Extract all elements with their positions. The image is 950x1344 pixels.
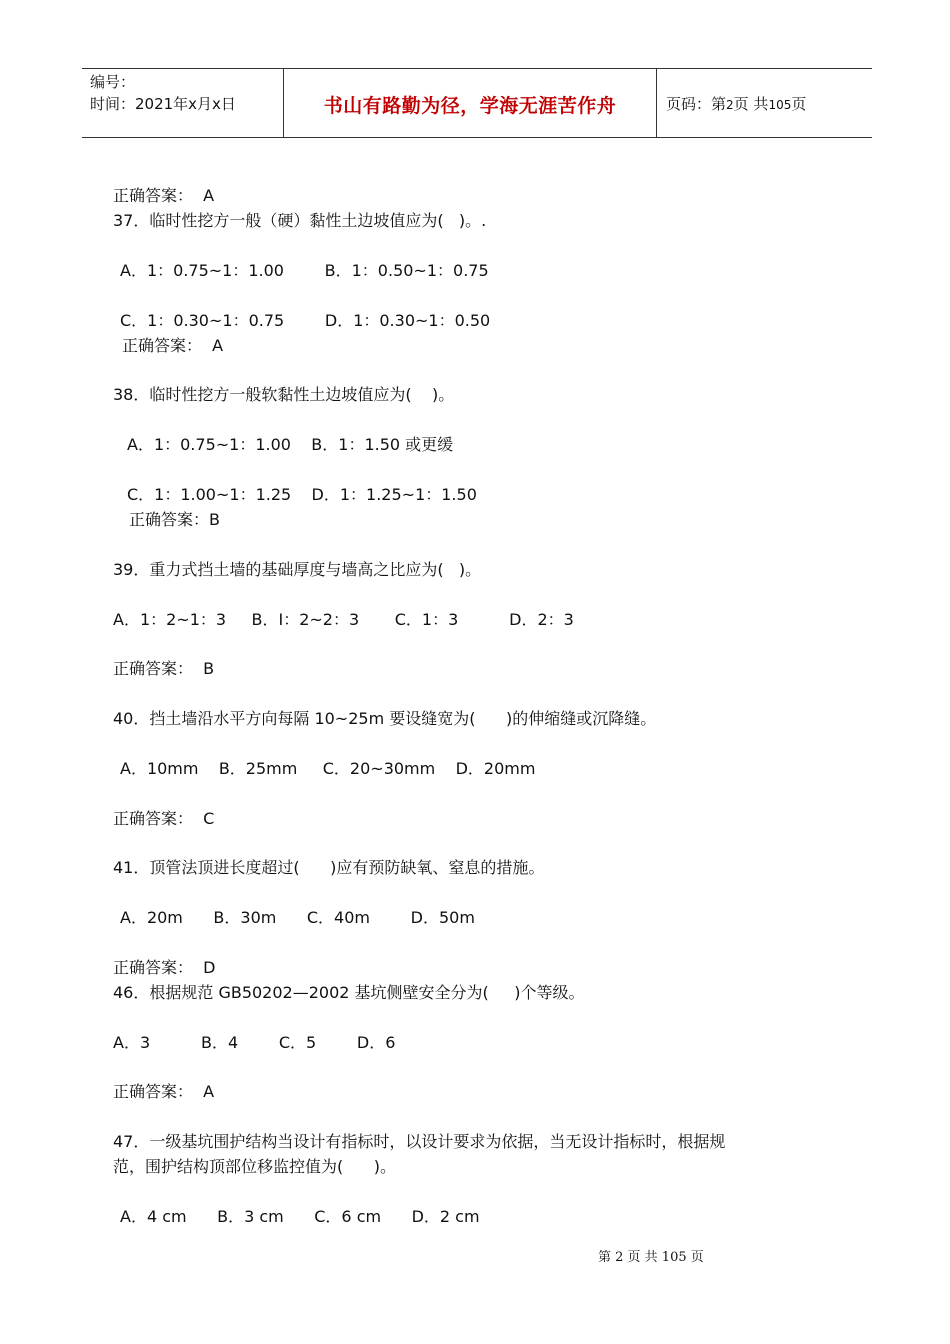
options-line: C．1：1.00~1：1.25 D．1：1.25~1：1.50: [127, 485, 477, 504]
options-line: A．10mm B．25mm C．20~30mm D．20mm: [120, 759, 536, 778]
header-meta: [90, 71, 236, 115]
answer-line: 正确答案： D: [113, 958, 216, 977]
page-number: 2: [726, 98, 734, 112]
answer-line: 正确答案： C: [113, 809, 215, 828]
question-39: 39．重力式挡土墙的基础厚度与墙高之比应为( )。: [113, 560, 482, 579]
options-line: A．4 cm B．3 cm C．6 cm D．2 cm: [120, 1207, 480, 1226]
page-header: [82, 68, 872, 138]
question-40: 40．挡土墙沿水平方向每隔 10~25m 要设缝宽为( )的伸缩缝或沉降缝。: [113, 709, 657, 728]
options-line: A．1：0.75~1：1.00 B．1：0.50~1：0.75: [120, 261, 489, 280]
document-date: 时间：2021年x月x日: [90, 95, 236, 113]
question-47: 47．一级基坑围护结构当设计有指标时，以设计要求为依据，当无设计指标时，根据规: [113, 1132, 726, 1151]
page-footer: 第 2 页 共 105 页: [598, 1250, 704, 1265]
page-prefix: 页码：第: [666, 95, 727, 113]
answer-line: 正确答案： B: [113, 659, 215, 678]
question-46: 46．根据规范 GB50202—2002 基坑侧壁安全分为( )个等级。: [113, 983, 585, 1002]
page-mid: 页 共: [733, 95, 769, 113]
answer-line: 正确答案： A: [113, 186, 215, 205]
options-line: A．3 B．4 C．5 D．6: [113, 1033, 396, 1052]
question-41: 41．顶管法顶进长度超过( )应有预防缺氧、窒息的措施。: [113, 858, 545, 877]
header-page-info: [666, 93, 806, 114]
options-line: C．1：0.30~1：0.75 D．1：0.30~1：0.50: [120, 311, 491, 330]
header-divider: [656, 69, 657, 137]
options-line: A．1：0.75~1：1.00 B．1：1.50 或更缓: [127, 435, 454, 454]
page-suffix: 页: [791, 95, 807, 113]
answer-line: 正确答案：B: [129, 510, 220, 529]
question-37: 37．临时性挖方一般（硬）黏性土边坡值应为( )。.: [113, 211, 487, 230]
options-line: A．1：2~1：3 B．I：2~2：3 C．1：3 D．2：3: [113, 610, 574, 629]
header-motto: 书山有路勤为径，学海无涯苦作舟: [323, 95, 617, 117]
page-total: 105: [768, 98, 792, 112]
answer-line: 正确答案： A: [122, 336, 224, 355]
question-47-continued: 范，围护结构顶部位移监控值为( )。: [113, 1157, 397, 1176]
answer-line: 正确答案： A: [113, 1082, 215, 1101]
question-38: 38．临时性挖方一般软黏性土边坡值应为( )。: [113, 385, 455, 404]
options-line: A．20m B．30m C．40m D．50m: [120, 908, 475, 927]
document-number-label: 编号：: [90, 73, 136, 91]
